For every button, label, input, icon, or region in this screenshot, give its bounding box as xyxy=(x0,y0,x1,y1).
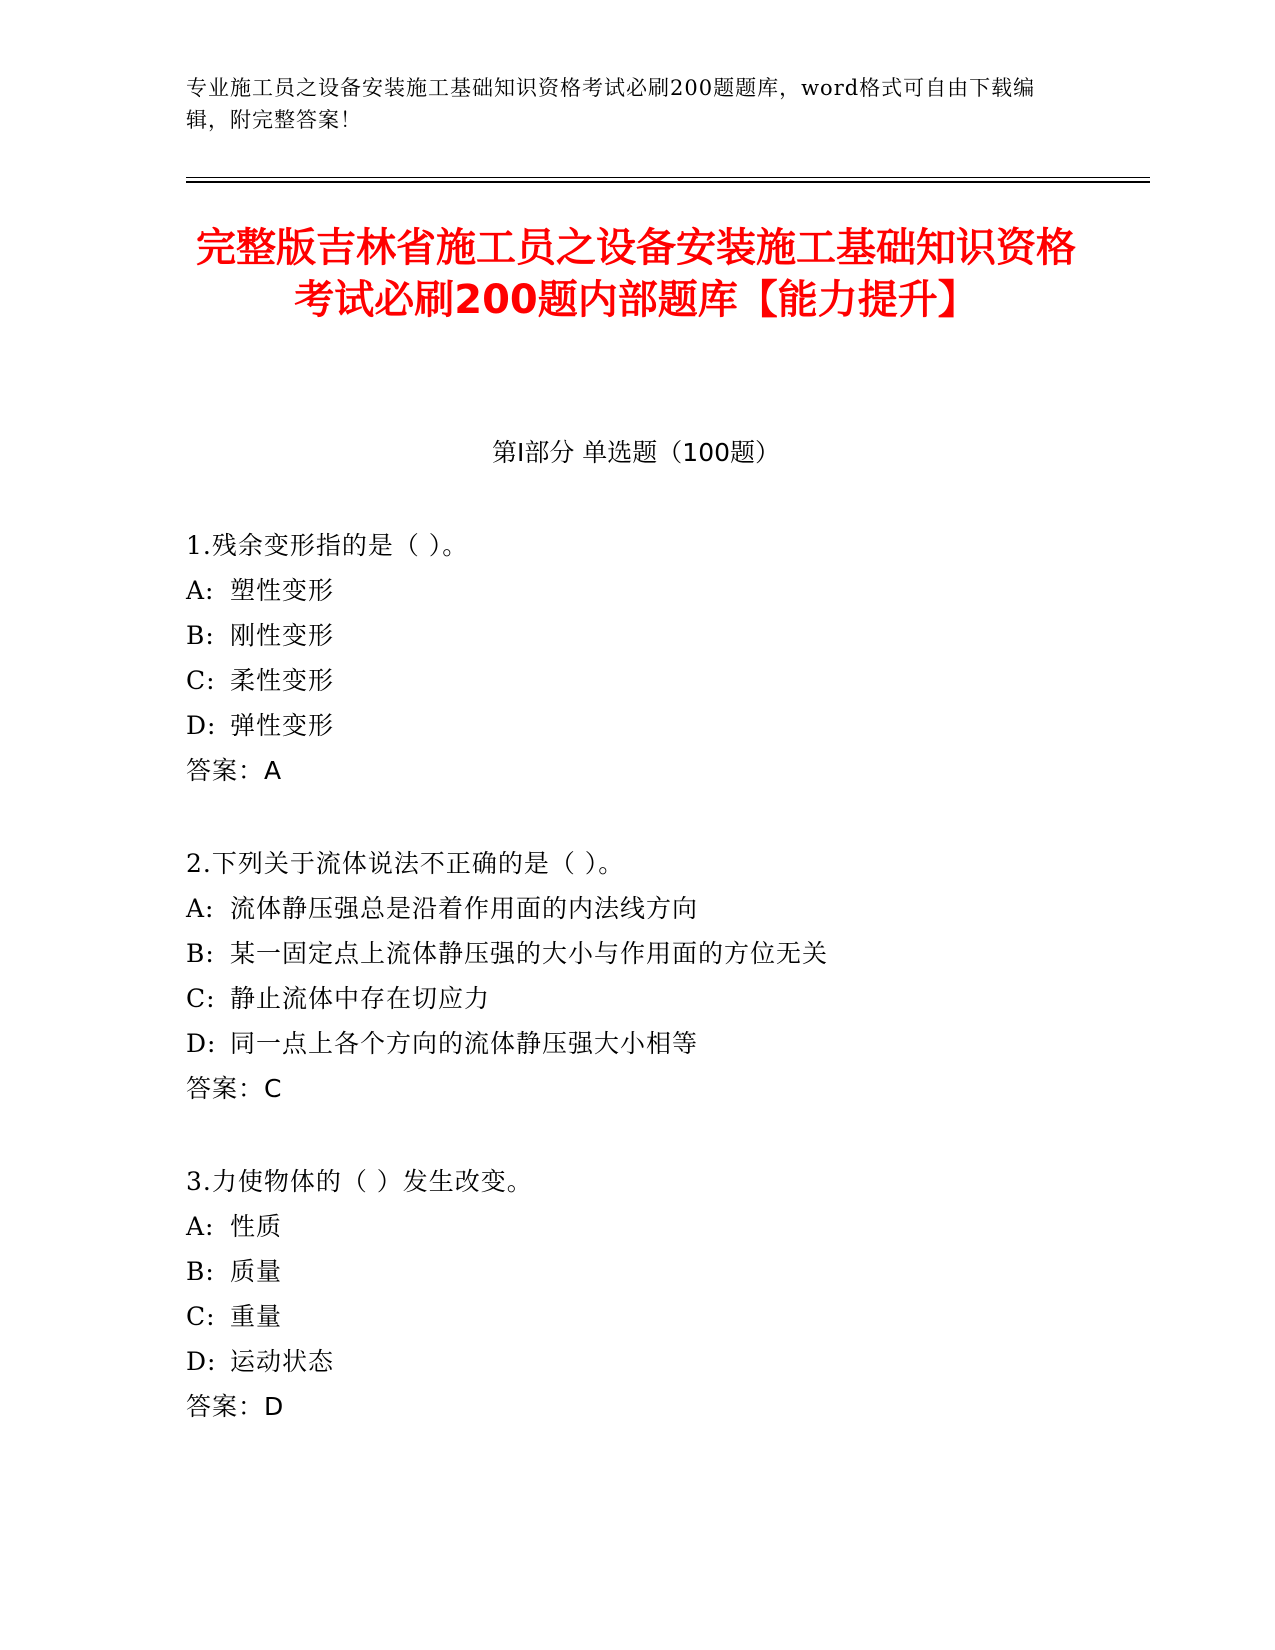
answer-line: 答案：D xyxy=(186,1392,285,1421)
option-text: 弹性变形 xyxy=(230,711,335,740)
option-key: D: xyxy=(186,711,217,740)
option-text: 重量 xyxy=(230,1302,283,1331)
option-key: D: xyxy=(186,1347,217,1376)
option-key: A: xyxy=(186,1212,215,1241)
answer-line: 答案：C xyxy=(186,1074,283,1103)
option-text: 性质 xyxy=(230,1212,283,1241)
option-b xyxy=(186,613,1086,658)
option-d xyxy=(186,1021,1086,1066)
question-stem: 3.力使物体的（ ）发生改变。 xyxy=(186,1167,533,1196)
header-note: 专业施工员之设备安装施工基础知识资格考试必刷200题题库，word格式可自由下载编辑，附完整答案！ xyxy=(186,76,1036,132)
question-block xyxy=(186,1159,1086,1429)
option-text: 流体静压强总是沿着作用面的内法线方向 xyxy=(230,894,699,923)
option-c xyxy=(186,976,1086,1021)
option-c xyxy=(186,1294,1086,1339)
option-b xyxy=(186,931,1086,976)
question-block xyxy=(186,523,1086,793)
option-d xyxy=(186,1339,1086,1384)
option-key: A: xyxy=(186,894,215,923)
option-key: C: xyxy=(186,984,216,1013)
option-c xyxy=(186,658,1086,703)
option-key: C: xyxy=(186,1302,216,1331)
header-rule-thin xyxy=(186,177,1150,178)
option-text: 柔性变形 xyxy=(230,666,335,695)
option-text: 运动状态 xyxy=(230,1347,335,1376)
option-a xyxy=(186,1204,1086,1249)
option-a xyxy=(186,886,1086,931)
question-block xyxy=(186,841,1086,1111)
question-stem: 1.残余变形指的是（ ）。 xyxy=(186,531,469,560)
option-key: B: xyxy=(186,1257,215,1286)
header-rule-thick xyxy=(186,181,1150,183)
option-text: 同一点上各个方向的流体静压强大小相等 xyxy=(230,1029,699,1058)
option-text: 静止流体中存在切应力 xyxy=(230,984,491,1013)
option-text: 塑性变形 xyxy=(230,576,335,605)
option-key: D: xyxy=(186,1029,217,1058)
option-key: C: xyxy=(186,666,216,695)
option-text: 刚性变形 xyxy=(230,621,335,650)
option-a xyxy=(186,568,1086,613)
option-text: 质量 xyxy=(230,1257,283,1286)
option-b xyxy=(186,1249,1086,1294)
option-key: B: xyxy=(186,621,215,650)
section-title: 第Ⅰ部分 单选题（100题） xyxy=(491,438,781,467)
document-title: 完整版吉林省施工员之设备安装施工基础知识资格考试必刷200题内部题库【能力提升】 xyxy=(196,225,1076,323)
question-stem: 2.下列关于流体说法不正确的是（ ）。 xyxy=(186,849,625,878)
option-d xyxy=(186,703,1086,748)
option-key: A: xyxy=(186,576,215,605)
option-text: 某一固定点上流体静压强的大小与作用面的方位无关 xyxy=(230,939,829,968)
option-key: B: xyxy=(186,939,215,968)
answer-line: 答案：A xyxy=(186,756,283,785)
